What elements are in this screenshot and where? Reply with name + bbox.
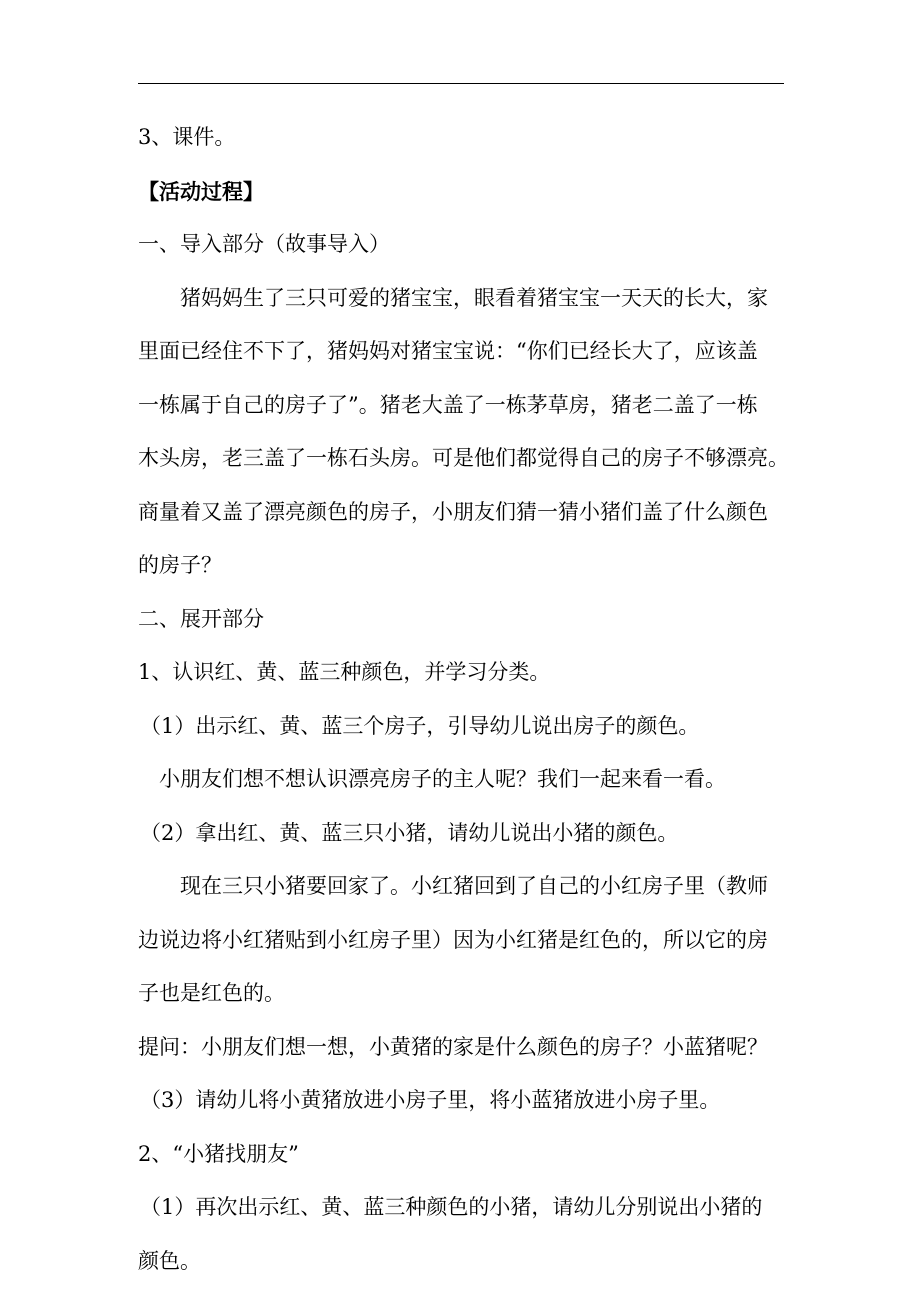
step-2-sub-1-line-2: 颜色。 <box>138 1248 201 1273</box>
step-1-heading: 1、认识红、黄、蓝三种颜色，并学习分类。 <box>138 660 551 684</box>
materials-item-3: 3、课件。 <box>138 125 236 149</box>
story-paragraph-line-3: 一栋属于自己的房子了”。猪老大盖了一栋茅草房，猪老二盖了一栋 <box>138 392 758 417</box>
step-1-sub-2-paragraph-line-2: 边说边将小红猪贴到小红房子里）因为小红猪是红色的，所以它的房 <box>138 927 768 952</box>
document-body <box>138 111 798 1288</box>
part-2-heading: 二、展开部分 <box>138 606 264 631</box>
story-paragraph-line-4: 木头房，老三盖了一栋石头房。可是他们都觉得自己的房子不够漂亮。 <box>138 446 789 470</box>
step-1-sub-1-text: 小朋友们想不想认识漂亮房子的主人呢？我们一起来看一看。 <box>159 767 726 791</box>
question-line: 提问：小朋友们想一想，小黄猪的家是什么颜色的房子？小蓝猪呢？ <box>138 1034 768 1059</box>
step-1-sub-3: （3）请幼儿将小黄猪放进小房子里，将小蓝猪放进小房子里。 <box>140 1088 721 1112</box>
step-1-sub-1: （1）出示红、黄、蓝三个房子，引导幼儿说出房子的颜色。 <box>140 713 700 738</box>
step-2-sub-1-line-1: （1）再次出示红、黄、蓝三种颜色的小猪，请幼儿分别说出小猪的 <box>140 1195 763 1219</box>
step-1-sub-2: （2）拿出红、黄、蓝三只小猪，请幼儿说出小猪的颜色。 <box>140 820 679 845</box>
story-paragraph-line-1: 猪妈妈生了三只可爱的猪宝宝，眼看着猪宝宝一天天的长大，家 <box>180 285 768 310</box>
step-2-heading: 2、“小猪找朋友” <box>138 1141 299 1166</box>
header-rule <box>138 83 784 84</box>
part-1-heading: 一、导入部分（故事导入） <box>138 232 390 256</box>
story-paragraph-line-2: 里面已经住不下了，猪妈妈对猪宝宝说：“你们已经长大了，应该盖 <box>138 339 758 363</box>
story-paragraph-line-6: 的房子？ <box>138 553 222 577</box>
step-1-sub-2-paragraph-line-1: 现在三只小猪要回家了。小红猪回到了自己的小红房子里（教师 <box>180 874 768 898</box>
story-paragraph-line-5: 商量着又盖了漂亮颜色的房子，小朋友们猜一猜小猪们盖了什么颜色 <box>138 499 768 524</box>
step-1-sub-2-paragraph-line-3: 子也是红色的。 <box>138 981 285 1005</box>
section-heading-activity-process: 【活动过程】 <box>138 178 264 204</box>
